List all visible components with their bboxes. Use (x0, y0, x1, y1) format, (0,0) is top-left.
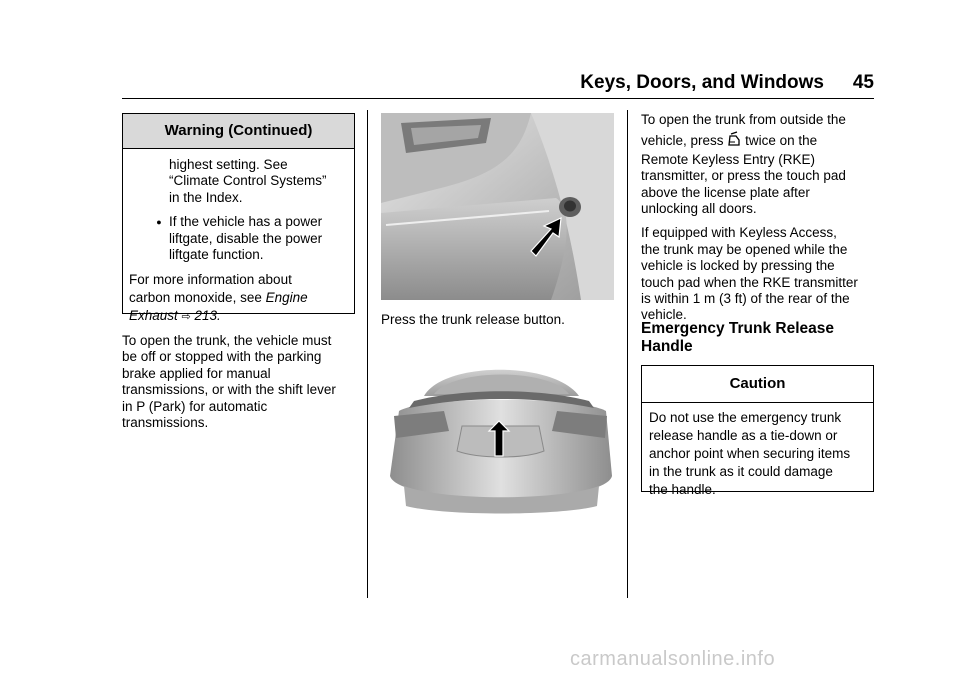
warning-title: Warning (Continued) (123, 114, 354, 149)
warning-box (122, 113, 355, 324)
bullet-icon: ● (156, 217, 162, 228)
column-divider-right (627, 110, 628, 598)
page-number: 45 (852, 72, 874, 93)
caution-box: Caution Do not use the emergency trunk release handle as a tie-down or anchor point when securing items in the trunk as it could damage the handle. (641, 365, 874, 492)
trunk-open-conditions: To open the trunk, the vehicle must be off or stopped with the parking brake applied for manual transmissions, or with the shift lever in P (Park) for automatic transmissions. (122, 333, 336, 431)
keyless-access-paragraph: If equipped with Keyless Access, the trunk may be opened while the vehicle is locked by pressing the touch pad when the RKE transmitter is within 1 m (3 ft) of the rear of the vehicle. (641, 225, 858, 323)
car-rear-touch-pad-illustration (384, 356, 617, 521)
reference-link[interactable]: Engine (265, 290, 308, 306)
warning-continued-text: highest setting. See “Climate Control Systems” in the Index. (169, 157, 327, 205)
warning-more-info: For more information about carbon monoxide, see Engine Exhaust ⇨ 213. (129, 272, 308, 324)
outside-open-instructions: To open the trunk from outside the vehicle, press twice on the Remote Keyless Entry (RKE) transmitter, or press the touch pad above the license plate after unlocking all doors. If equipped with Keyless Access, the trunk may be opened while the vehicle is locked by pressing the touch pad when the RKE transmitter is within 1 m (3 ft) of the rear of the vehicle. (641, 112, 881, 332)
figure-caption: Press the trunk release button. (381, 312, 565, 327)
warning-bullet-item: ● If the vehicle has a power liftgate, disable the power liftgate function. (129, 214, 348, 263)
trunk-release-button-illustration (381, 113, 614, 300)
caution-title: Caution (642, 366, 873, 403)
column-divider-left (367, 110, 368, 598)
trunk-release-icon (727, 131, 741, 147)
section-title: Keys, Doors, and Windows (580, 72, 824, 93)
header-rule (122, 98, 874, 99)
watermark: carmanualsonline.info (570, 648, 776, 670)
section-heading: Emergency Trunk Release Handle (641, 320, 834, 355)
page-reference-arrow-icon: ⇨ (181, 311, 191, 324)
